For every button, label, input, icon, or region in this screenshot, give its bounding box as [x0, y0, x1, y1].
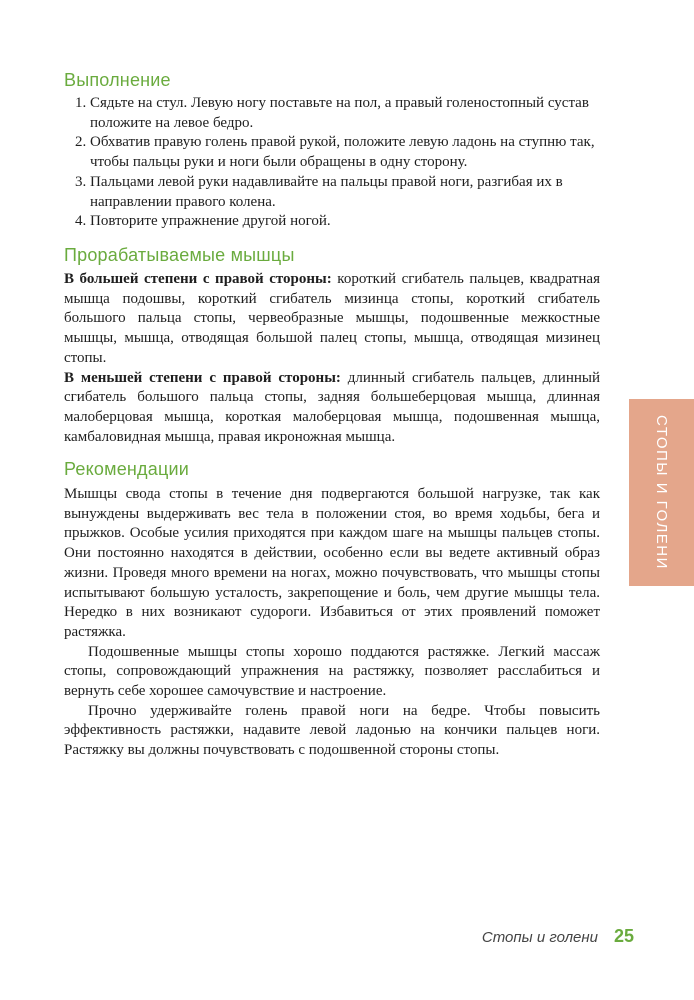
muscles-text-block	[64, 270, 600, 447]
muscles-minor-label: В меньшей степени с правой стороны:	[64, 369, 341, 386]
recommendations-paragraph: Прочно удерживайте голень правой ноги на бедре. Чтобы повысить эффективность растяжки, надавите левой ладонью на кончики пальцев ноги. Растяжку вы должны почувствовать с подошвенной стороны стопы.	[64, 702, 600, 759]
list-item: 3. Пальцами левой руки надавливайте на пальцы правой ноги, разгибая их в направлении правого колена.	[90, 173, 630, 212]
page-number: 25	[614, 926, 635, 946]
chapter-side-tab	[629, 399, 694, 586]
muscles-heading: Прорабатываемые мышцы	[64, 245, 295, 265]
muscles-major-text: короткий сгибатель пальцев, квадратная мышца подошвы, короткий сгибатель мизинца стопы, короткий сгибатель большого пальца стопы, червеобразные мышцы, подошвенные межкостные мышцы, мышца, отводящая большой палец стопы, мышца, отводящая мизинец стопы.	[64, 271, 600, 366]
footer-section-title: Стопы и голени	[481, 929, 598, 946]
muscles-minor-paragraph	[64, 369, 600, 448]
chapter-side-tab-label: СТОПЫ И ГОЛЕНИ	[653, 415, 670, 570]
list-item: 2. Обхватив правую голень правой рукой, положите левую ладонь на ступню так, чтобы пальцы руки и ноги были обращены в одну сторону.	[90, 133, 630, 172]
list-item: 4. Повторите упражнение другой ногой.	[90, 212, 630, 232]
execution-heading: Выполнение	[64, 70, 171, 90]
muscles-minor-text: длинный сгибатель пальцев, длинный сгибатель большого пальца стопы, задняя большеберцовая мышца, длинная малоберцовая мышца, короткая малоберцовая мышца, подошвенная мышца, камбаловидная мышца, правая икроножная мышца.	[64, 369, 600, 445]
execution-steps-list	[64, 94, 630, 232]
list-item: 1. Сядьте на стул. Левую ногу поставьте на пол, а правый голеностопный сустав положите на левое бедро.	[90, 94, 630, 133]
muscles-major-label: В большей степени с правой стороны:	[64, 271, 332, 287]
recommendations-heading: Рекомендации	[64, 459, 189, 479]
muscles-major-paragraph	[64, 270, 600, 369]
recommendations-paragraph: Мышцы свода стопы в течение дня подвергаются большой нагрузке, так как вынуждены выдерживать вес тела в положении стоя, во время ходьбы, бега и прыжков. Особые усилия приходятся при каждом шаге на мышцы пальцев стопы. Они постоянно находятся в действии, особенно если вы ведете активный образ жизни. Проведя много времени на ногах, можно почувствовать, что мышцы стопы испытывают большую усталость, закрепощение и боль, чем другие мышцы тела. Нередко в них возникают судороги. Избавиться от этих проявлений поможет растяжка.	[64, 486, 600, 640]
recommendations-paragraph: Подошвенные мышцы стопы хорошо поддаются растяжке. Легкий массаж стопы, сопровождающий упражнения на растяжку, позволяет расслабиться и вернуть себе хорошее самочувствие и настроение.	[64, 643, 600, 700]
recommendations-text-block	[64, 485, 600, 761]
